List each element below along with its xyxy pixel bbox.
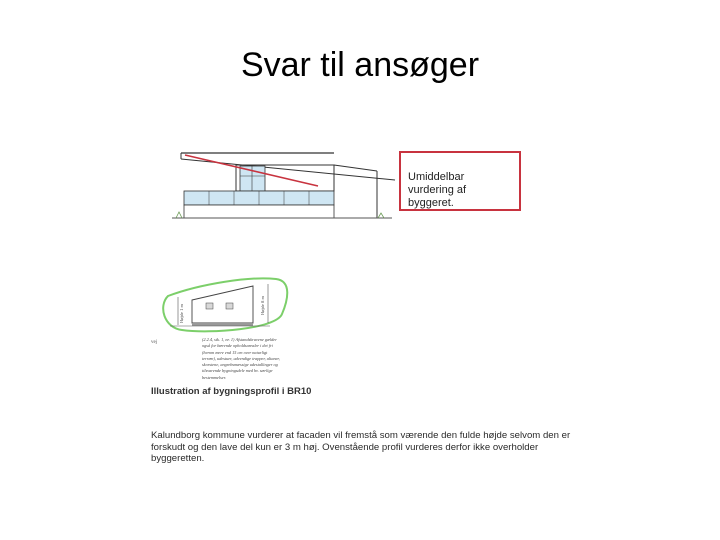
right-dim-label: Højde 8 m	[260, 296, 265, 315]
profile-caption: Illustration af bygningsprofil i BR10	[151, 386, 312, 397]
profile-note: (2.2.4, stk. 1, nr. 1) Afstandskravene gælder også for bærende opholdsarealer i det fri (herom mere end 15 cm over naturligt terræn), udestuer, udvendige trapper, altaner, skorstene, angrebsmæssige udestallinger og tilsvarende bygningsdele med hv. særlige bestemmelser.	[202, 337, 280, 380]
road-label: vej	[151, 340, 158, 345]
assessment-callout: Umiddelbar vurdering af byggeret.	[399, 151, 521, 211]
assessment-paragraph: Kalundborg kommune vurderer at facaden vil fremstå som værende den fulde højde selvom den er forskudt og den lave del kun er 3 m høj. Ovenstående profil vurderes derfor ikke overholder byggeretten.	[151, 430, 571, 465]
left-dim-label: Højde 1 m	[179, 304, 184, 323]
slide-title: Svar til ansøger	[240, 46, 480, 84]
